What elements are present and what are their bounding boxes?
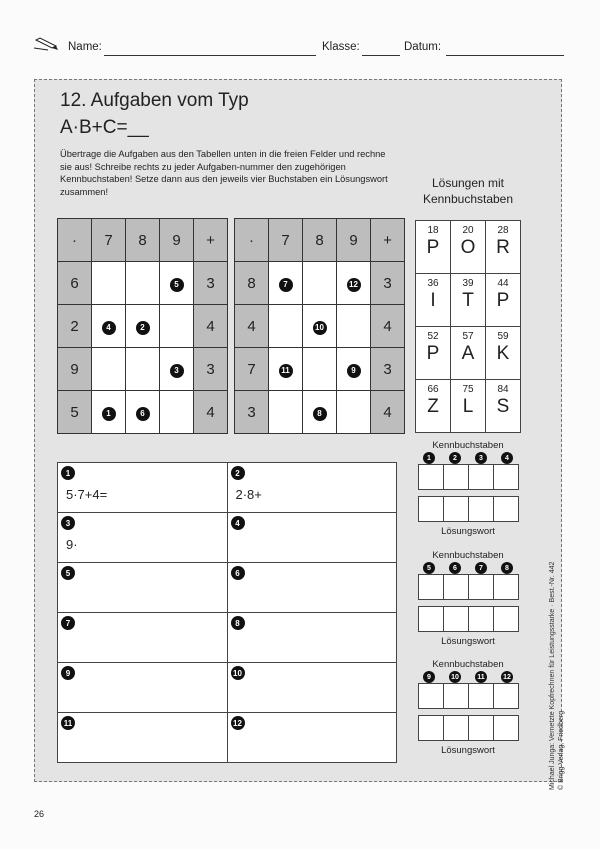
grid-cell <box>337 305 371 348</box>
keyword-badge: 9 <box>423 671 435 683</box>
grid-header-cell: + <box>371 219 405 262</box>
keyword-badge: 8 <box>501 562 513 574</box>
letter-box[interactable] <box>493 575 518 600</box>
letter-box[interactable] <box>443 684 468 709</box>
solution-word-label: Lösungswort <box>441 526 495 537</box>
keyword-letter-boxes <box>418 574 519 600</box>
solution-number: 28 <box>497 225 509 236</box>
page-subtitle: A·B+C=__ <box>60 117 149 138</box>
word-letter-box[interactable] <box>493 716 518 741</box>
word-letter-box[interactable] <box>493 607 518 632</box>
task-field[interactable] <box>227 713 397 763</box>
class-label: Klasse: <box>322 41 360 53</box>
grid-cell <box>269 348 303 391</box>
grid-row-factor: 4 <box>235 305 269 348</box>
name-label: Name: <box>68 41 102 53</box>
grid-cell <box>337 262 371 305</box>
task-number-badge: 1 <box>61 466 75 480</box>
grid-cell <box>160 391 194 434</box>
name-line <box>104 55 316 56</box>
task-field[interactable] <box>58 613 228 663</box>
solution-letter: P <box>496 290 510 311</box>
solution-cell <box>486 274 521 327</box>
solution-letter: P <box>426 237 440 258</box>
task-marker-8: 8 <box>313 407 327 421</box>
task-field[interactable] <box>58 563 228 613</box>
task-field[interactable] <box>227 663 397 713</box>
grid-header-cell: · <box>58 219 92 262</box>
page-title: 12. Aufgaben vom Typ <box>60 90 249 111</box>
solution-letter: Z <box>427 396 439 417</box>
solution-letter: R <box>496 237 510 258</box>
grid-header-cell: 8 <box>126 219 160 262</box>
solution-word-label: Lösungswort <box>441 745 495 756</box>
grid-row-factor: 3 <box>235 391 269 434</box>
solution-cell <box>416 221 451 274</box>
keyword-label: Kennbuchstaben <box>432 550 504 561</box>
task-number-badge: 7 <box>61 616 75 630</box>
task-marker-3: 3 <box>170 364 184 378</box>
grid-row-factor: 2 <box>58 305 92 348</box>
grid-cell <box>303 262 337 305</box>
keyword-block <box>410 440 526 538</box>
word-letter-box[interactable] <box>468 716 493 741</box>
grid-row-addend: 3 <box>194 348 228 391</box>
credit-line-1: Michael Junga: Vernetzte Kopfrechnen für Leistungsstarke · Best.-Nr. 442 <box>549 561 556 790</box>
task-field[interactable] <box>58 513 228 563</box>
keyword-badge: 5 <box>423 562 435 574</box>
date-label: Datum: <box>404 41 442 53</box>
grid-cell <box>303 391 337 434</box>
letter-box[interactable] <box>418 575 443 600</box>
task-number-badge: 8 <box>231 616 245 630</box>
keyword-label: Kennbuchstaben <box>432 440 504 451</box>
keyword-badge: 11 <box>475 671 487 683</box>
keyword-badge: 4 <box>501 452 513 464</box>
solution-number: 36 <box>427 278 439 289</box>
multiplication-grid-1 <box>57 218 228 434</box>
solution-number: 84 <box>497 384 509 395</box>
keyword-letter-boxes <box>418 683 519 709</box>
solution-cell <box>451 221 486 274</box>
grid-cell <box>160 348 194 391</box>
grid-header-cell: 9 <box>160 219 194 262</box>
solutions-heading: Lösungen mit Kennbuchstaben <box>422 176 514 206</box>
solution-cell <box>416 380 451 433</box>
grid-row-addend: 4 <box>371 391 405 434</box>
grid-cell <box>303 348 337 391</box>
solution-word-boxes <box>418 496 519 522</box>
solution-letter: L <box>462 396 474 417</box>
solution-word-label: Lösungswort <box>441 636 495 647</box>
solution-letter: S <box>496 396 510 417</box>
pencil-icon <box>34 36 60 52</box>
grid-cell <box>269 391 303 434</box>
grid-row-addend: 4 <box>194 391 228 434</box>
grid-header-cell: · <box>235 219 269 262</box>
solution-letter: P <box>426 343 440 364</box>
task-field[interactable] <box>227 563 397 613</box>
grid-cell <box>92 305 126 348</box>
solution-number: 44 <box>497 278 509 289</box>
task-marker-5: 5 <box>170 278 184 292</box>
solution-number: 18 <box>427 225 439 236</box>
instructions: Übertrage die Aufgaben aus den Tabellen unten in die freien Felder und rechne sie aus! Schreibe rechts zu jeder Aufgaben-nummer den zugehörigen Kennbuchstaben! Setze dann aus den jeweils vier Buchstaben ein Lösungswort zusammen! <box>60 149 388 197</box>
multiplication-grid-2 <box>234 218 405 434</box>
word-letter-box[interactable] <box>443 607 468 632</box>
solutions-table <box>415 220 521 433</box>
grid-header-cell: 7 <box>269 219 303 262</box>
task-marker-2: 2 <box>136 321 150 335</box>
task-number-badge: 2 <box>231 466 245 480</box>
solution-letter: K <box>496 343 510 364</box>
task-field[interactable] <box>58 463 228 513</box>
header <box>34 40 564 56</box>
keyword-badge: 2 <box>449 452 461 464</box>
grid-row-factor: 8 <box>235 262 269 305</box>
task-marker-9: 9 <box>347 364 361 378</box>
task-marker-10: 10 <box>313 321 327 335</box>
task-expression: 9· <box>66 537 78 552</box>
task-marker-6: 6 <box>136 407 150 421</box>
task-field[interactable] <box>227 613 397 663</box>
task-number-badge: 12 <box>231 716 245 730</box>
grid-cell <box>160 305 194 348</box>
task-number-badge: 3 <box>61 516 75 530</box>
word-letter-box[interactable] <box>418 607 443 632</box>
grid-cell <box>126 391 160 434</box>
task-marker-1: 1 <box>102 407 116 421</box>
keyword-block <box>410 550 526 648</box>
task-marker-12: 12 <box>347 278 361 292</box>
grid-row-addend: 3 <box>194 262 228 305</box>
grid-cell <box>126 348 160 391</box>
solution-cell <box>486 380 521 433</box>
word-letter-box[interactable] <box>443 497 468 522</box>
solution-number: 52 <box>427 331 439 342</box>
task-number-badge: 10 <box>231 666 245 680</box>
solution-cell <box>486 221 521 274</box>
keyword-letter-boxes <box>418 464 519 490</box>
grid-cell <box>337 391 371 434</box>
solution-word-boxes <box>418 606 519 632</box>
class-line <box>362 55 400 56</box>
solution-number: 66 <box>427 384 439 395</box>
word-letter-box[interactable] <box>443 716 468 741</box>
word-letter-box[interactable] <box>493 497 518 522</box>
grid-header-cell: + <box>194 219 228 262</box>
letter-box[interactable] <box>418 465 443 490</box>
solution-number: 39 <box>462 278 474 289</box>
keyword-badge: 6 <box>449 562 461 574</box>
keyword-badge: 1 <box>423 452 435 464</box>
solution-cell <box>416 327 451 380</box>
word-letter-box[interactable] <box>418 497 443 522</box>
letter-box[interactable] <box>493 684 518 709</box>
letter-box[interactable] <box>443 575 468 600</box>
task-expression: 2·8+ <box>235 487 262 502</box>
solution-letter: A <box>461 343 475 364</box>
solution-word-boxes <box>418 715 519 741</box>
grid-row-addend: 4 <box>371 305 405 348</box>
grid-header-cell: 7 <box>92 219 126 262</box>
grid-cell <box>269 262 303 305</box>
keyword-badge: 7 <box>475 562 487 574</box>
grid-cell <box>303 305 337 348</box>
grid-cell <box>269 305 303 348</box>
grid-cell <box>92 262 126 305</box>
solution-number: 57 <box>462 331 474 342</box>
task-expression: 5·7+4= <box>66 487 108 502</box>
grid-cell <box>126 305 160 348</box>
task-number-badge: 4 <box>231 516 245 530</box>
solution-cell <box>486 327 521 380</box>
solution-letter: O <box>460 237 476 258</box>
grid-cell <box>126 262 160 305</box>
task-number-badge: 11 <box>61 716 75 730</box>
task-field[interactable] <box>227 513 397 563</box>
grid-row-factor: 7 <box>235 348 269 391</box>
date-line <box>446 55 564 56</box>
grid-row-addend: 4 <box>194 305 228 348</box>
solution-cell <box>451 327 486 380</box>
word-letter-box[interactable] <box>468 497 493 522</box>
solution-letter: I <box>430 290 436 311</box>
page-number: 26 <box>34 809 45 819</box>
grid-cell <box>337 348 371 391</box>
letter-box[interactable] <box>468 575 493 600</box>
task-number-badge: 9 <box>61 666 75 680</box>
letter-box[interactable] <box>418 684 443 709</box>
grid-cell <box>160 262 194 305</box>
word-letter-box[interactable] <box>418 716 443 741</box>
task-marker-7: 7 <box>279 278 293 292</box>
grid-row-factor: 9 <box>58 348 92 391</box>
grid-cell <box>92 391 126 434</box>
task-field[interactable] <box>58 663 228 713</box>
grid-header-cell: 9 <box>337 219 371 262</box>
grid-row-addend: 3 <box>371 262 405 305</box>
credit <box>548 562 566 790</box>
solution-cell <box>451 274 486 327</box>
task-marker-11: 11 <box>279 364 293 378</box>
keyword-badge: 3 <box>475 452 487 464</box>
letter-box[interactable] <box>443 465 468 490</box>
letter-box[interactable] <box>493 465 518 490</box>
grid-row-factor: 6 <box>58 262 92 305</box>
credit-line-2: © Brigg Verlag, Friedberg <box>558 710 565 790</box>
task-marker-4: 4 <box>102 321 116 335</box>
keyword-badge: 10 <box>449 671 461 683</box>
grid-header-cell: 8 <box>303 219 337 262</box>
solution-cell <box>451 380 486 433</box>
task-field[interactable] <box>58 713 228 763</box>
letter-box[interactable] <box>468 684 493 709</box>
grid-row-addend: 3 <box>371 348 405 391</box>
keyword-block <box>410 659 526 757</box>
solution-number: 20 <box>462 225 474 236</box>
letter-box[interactable] <box>468 465 493 490</box>
solution-number: 59 <box>497 331 509 342</box>
word-letter-box[interactable] <box>468 607 493 632</box>
solution-cell <box>416 274 451 327</box>
solution-letter: T <box>462 290 474 311</box>
grid-row-factor: 5 <box>58 391 92 434</box>
keyword-badge: 12 <box>501 671 513 683</box>
task-field[interactable] <box>227 463 397 513</box>
keyword-label: Kennbuchstaben <box>432 659 504 670</box>
grid-cell <box>92 348 126 391</box>
task-number-badge: 6 <box>231 566 245 580</box>
tasks-table <box>57 462 397 763</box>
solution-number: 75 <box>462 384 474 395</box>
task-number-badge: 5 <box>61 566 75 580</box>
